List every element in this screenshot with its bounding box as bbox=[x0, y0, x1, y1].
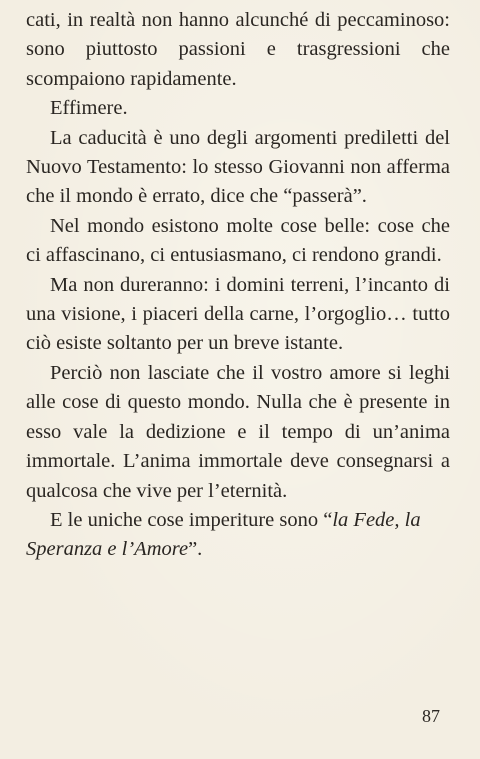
paragraph-effimere: Effimere. bbox=[50, 97, 128, 120]
final-emphasis: la Fede, la Speranza e l’Amore bbox=[26, 508, 421, 561]
paragraph-non-dureranno: Ma non dureranno: i domini terreni, l’incanto di una visione, i piaceri della carne, l’orgoglio… tutto ciò esiste soltanto per un breve istante. bbox=[26, 273, 450, 355]
page-number: 87 bbox=[422, 706, 440, 726]
paragraph-continuation: cati, in realtà non hanno alcunché di peccaminoso: sono piuttosto passioni e trasgressioni che scompaiono rapidamente. bbox=[26, 9, 450, 90]
final-intro: E le uniche cose imperiture sono “ bbox=[50, 508, 333, 531]
paragraph-caducita: La caducità è uno degli argomenti prediletti del Nuovo Testamento: lo stesso Giovanni non afferma che il mondo è errato, dice che “passerà”. bbox=[26, 126, 450, 208]
final-outro: ”. bbox=[188, 538, 203, 561]
paragraph-cose-belle: Nel mondo esistono molte cose belle: cose che ci affascinano, ci entusiasmano, ci rendono grandi. bbox=[26, 214, 450, 267]
paragraph-final bbox=[26, 506, 450, 565]
body-text bbox=[26, 6, 450, 565]
paragraph-amore: Perciò non lasciate che il vostro amore si leghi alle cose di questo mondo. Nulla che è presente in esso vale la dedizione e il tempo di un’anima immortale. L’anima immortale deve consegnarsi a qualcosa che vive per l’eternità. bbox=[26, 361, 450, 502]
